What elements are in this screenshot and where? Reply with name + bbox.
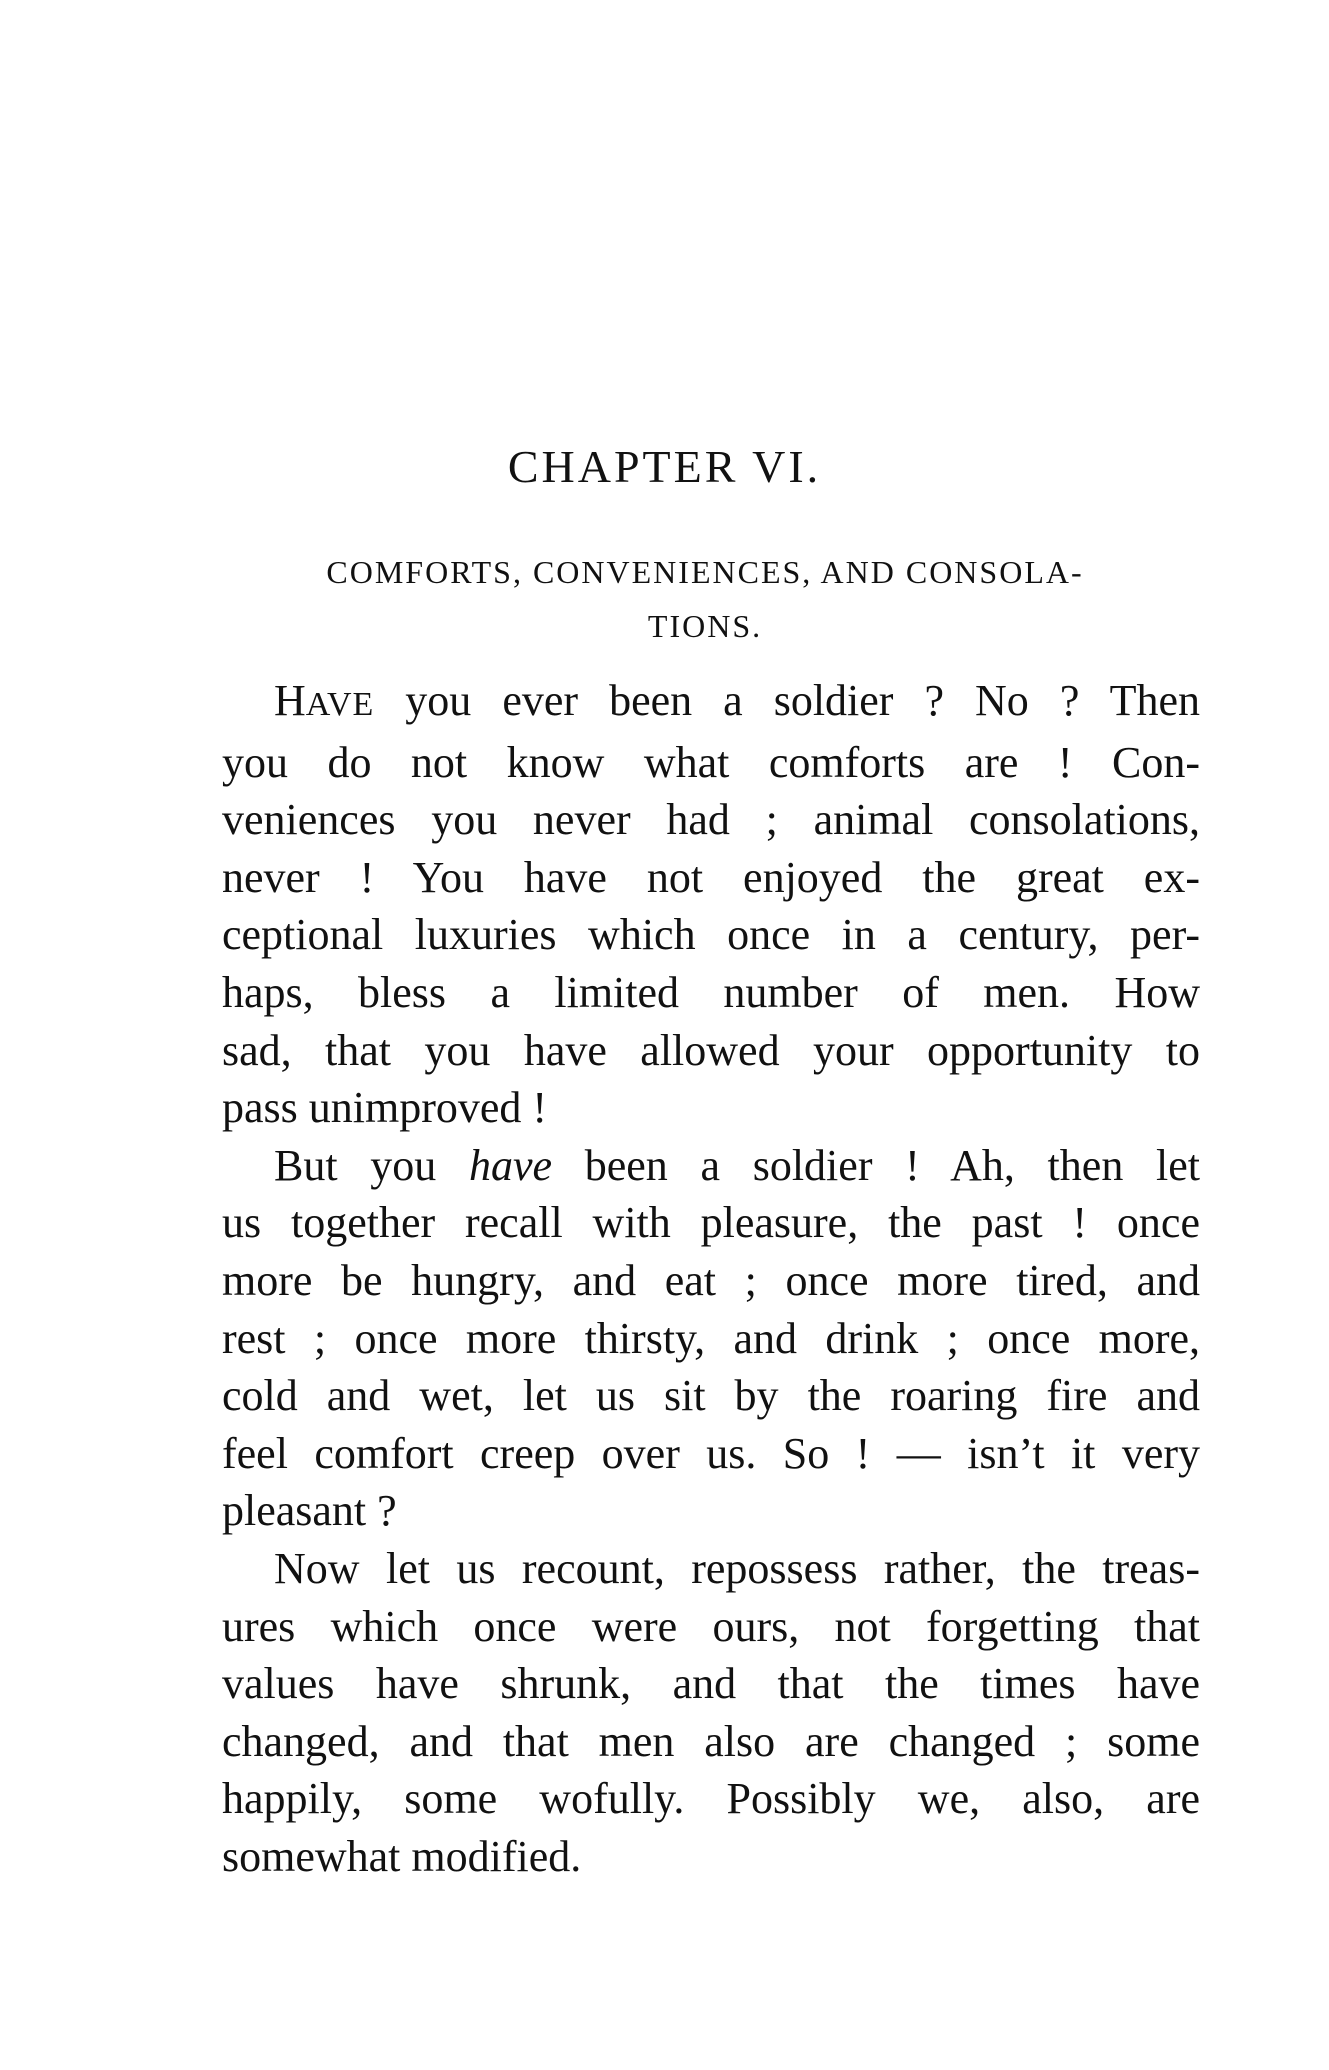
- italic-word: have: [468, 1140, 553, 1190]
- text-line: [222, 1137, 1200, 1195]
- text-line: you do not know what comforts are ! Con-: [222, 737, 1200, 787]
- chapter-title-line-1: COMFORTS, CONVENIENCES, AND CONSOLA-: [326, 554, 1084, 590]
- text-line: Now let us recount, repossess rather, the treas-: [274, 1543, 1200, 1593]
- line-rest: you ever been a soldier ? No ? Then: [374, 676, 1200, 725]
- text-line: veniences you never had ; animal consolations,: [222, 795, 1200, 845]
- text-line: somewhat modified.: [222, 1831, 582, 1881]
- chapter-title: [250, 545, 1160, 653]
- text-line: pass unimproved !: [222, 1083, 548, 1133]
- text-line: rest ; once more thirsty, and drink ; once more,: [222, 1313, 1200, 1363]
- line-before: But you: [274, 1140, 469, 1190]
- chapter-title-line-2: TIONS.: [647, 608, 763, 644]
- paragraph-1: [222, 672, 1200, 1137]
- chapter-number: CHAPTER VI.: [507, 441, 822, 492]
- text-line: sad, that you have allowed your opportunity to: [222, 1025, 1200, 1075]
- drop-word-lead: H: [274, 676, 306, 725]
- text-line: values have shrunk, and that the times have: [222, 1659, 1200, 1709]
- paragraph-3: [222, 1540, 1200, 1886]
- text-line: changed, and that men also are changed ; some: [222, 1716, 1200, 1766]
- text-line: more be hungry, and eat ; once more tired, and: [222, 1255, 1200, 1305]
- text-line: never ! You have not enjoyed the great ex-: [222, 852, 1200, 902]
- text-line: ceptional luxuries which once in a century, per-: [222, 910, 1200, 960]
- text-line: ures which once were ours, not forgetting that: [222, 1601, 1200, 1651]
- text-line: cold and wet, let us sit by the roaring fire and: [222, 1371, 1200, 1421]
- text-line: [222, 672, 1200, 734]
- text-line: haps, bless a limited number of men. How: [222, 967, 1200, 1017]
- paragraph-2: [222, 1137, 1200, 1540]
- text-line: us together recall with pleasure, the past ! once: [222, 1198, 1200, 1248]
- line-after: been a soldier ! Ah, then let: [552, 1140, 1200, 1190]
- text-line: happily, some wofully. Possibly we, also, are: [222, 1774, 1200, 1824]
- drop-word-smallcaps: AVE: [305, 686, 375, 723]
- text-line: feel comfort creep over us. So ! — isn’t it very: [222, 1428, 1200, 1478]
- chapter-body: [222, 672, 1200, 1885]
- text-line: pleasant ?: [222, 1486, 397, 1536]
